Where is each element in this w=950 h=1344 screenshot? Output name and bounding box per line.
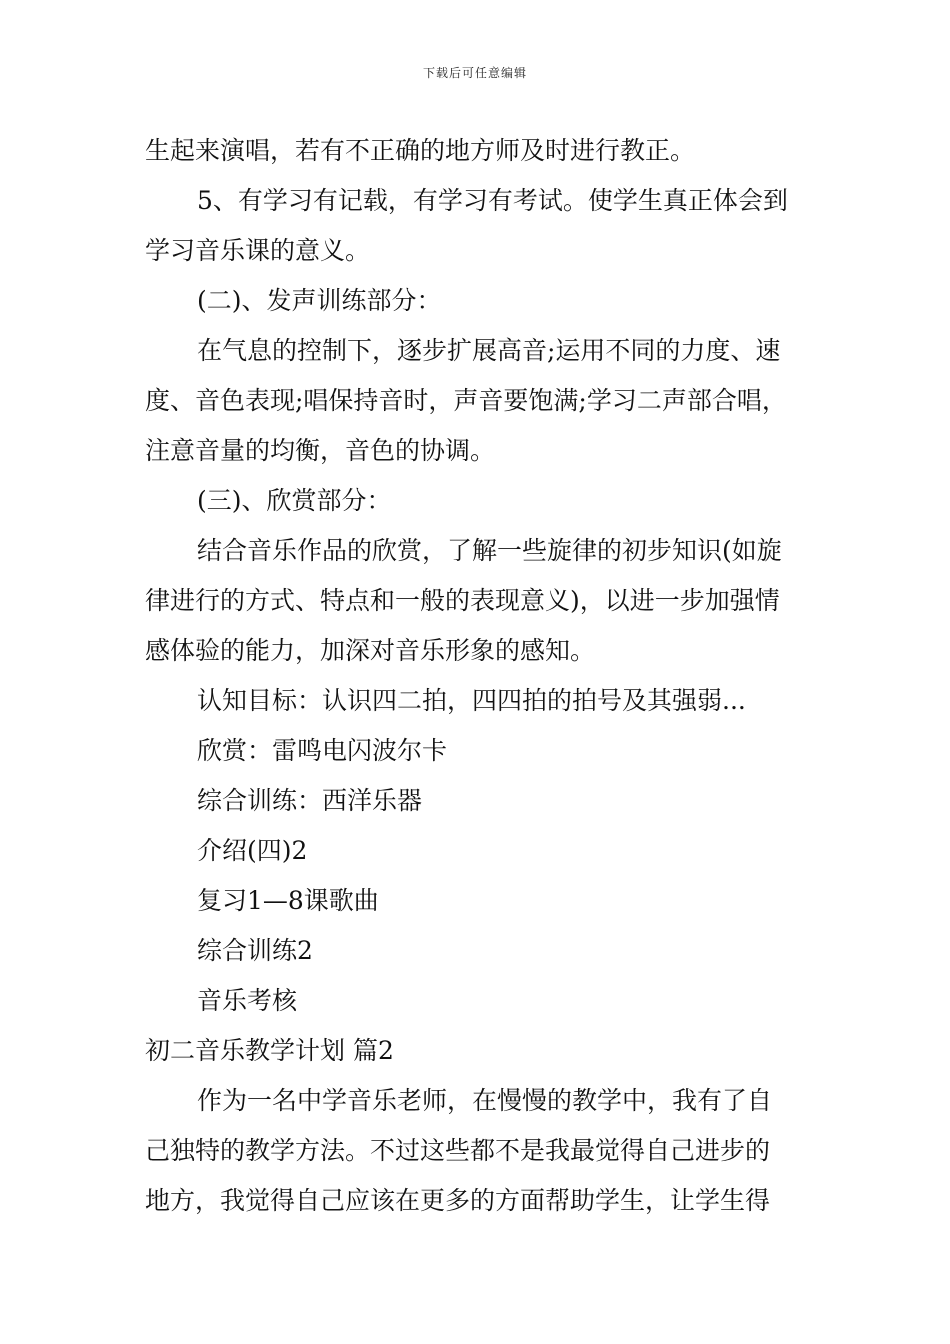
section-heading: (三)、欣赏部分： — [197, 486, 392, 515]
text-line: 律进行的方式、特点和一般的表现意义)，以进一步加强情 — [145, 586, 780, 615]
text-line: 己独特的教学方法。不过这些都不是我最觉得自己进步的 — [145, 1136, 771, 1165]
text-line: 欣赏：雷鸣电闪波尔卡 — [197, 736, 448, 765]
text-line: 生起来演唱，若有不正确的地方师及时进行教正。 — [145, 136, 696, 165]
text-line: 结合音乐作品的欣赏，了解一些旋律的初步知识(如旋 — [197, 536, 782, 565]
text-line: 作为一名中学音乐老师，在慢慢的教学中，我有了自 — [197, 1086, 773, 1115]
document-body — [145, 126, 817, 1226]
text-line: 学习音乐课的意义。 — [145, 236, 371, 265]
text-line: 认知目标：认识四二拍，四四拍的拍号及其强弱... — [197, 686, 746, 715]
document-section-title: 初二音乐教学计划 篇2 — [145, 1036, 394, 1065]
text-line: 地方，我觉得自己应该在更多的方面帮助学生，让学生得 — [145, 1186, 771, 1215]
text-line: 综合训练2 — [197, 936, 313, 965]
text-line: 5、有学习有记载，有学习有考试。使学生真正体会到 — [197, 186, 788, 215]
text-line: 在气息的控制下，逐步扩展高音;运用不同的力度、速 — [197, 336, 781, 365]
section-heading: (二)、发声训练部分： — [197, 286, 442, 315]
page-header: 下载后可任意编辑 — [422, 66, 527, 80]
text-line: 注意音量的均衡，音色的协调。 — [145, 436, 496, 465]
text-line: 复习1—8课歌曲 — [197, 886, 379, 915]
text-line: 介绍(四)2 — [197, 836, 308, 865]
text-line: 感体验的能力，加深对音乐形象的感知。 — [145, 636, 596, 665]
text-line: 音乐考核 — [197, 986, 298, 1015]
text-line: 度、音色表现;唱保持音时，声音要饱满;学习二声部合唱， — [145, 386, 787, 415]
text-line: 综合训练：西洋乐器 — [197, 786, 423, 815]
